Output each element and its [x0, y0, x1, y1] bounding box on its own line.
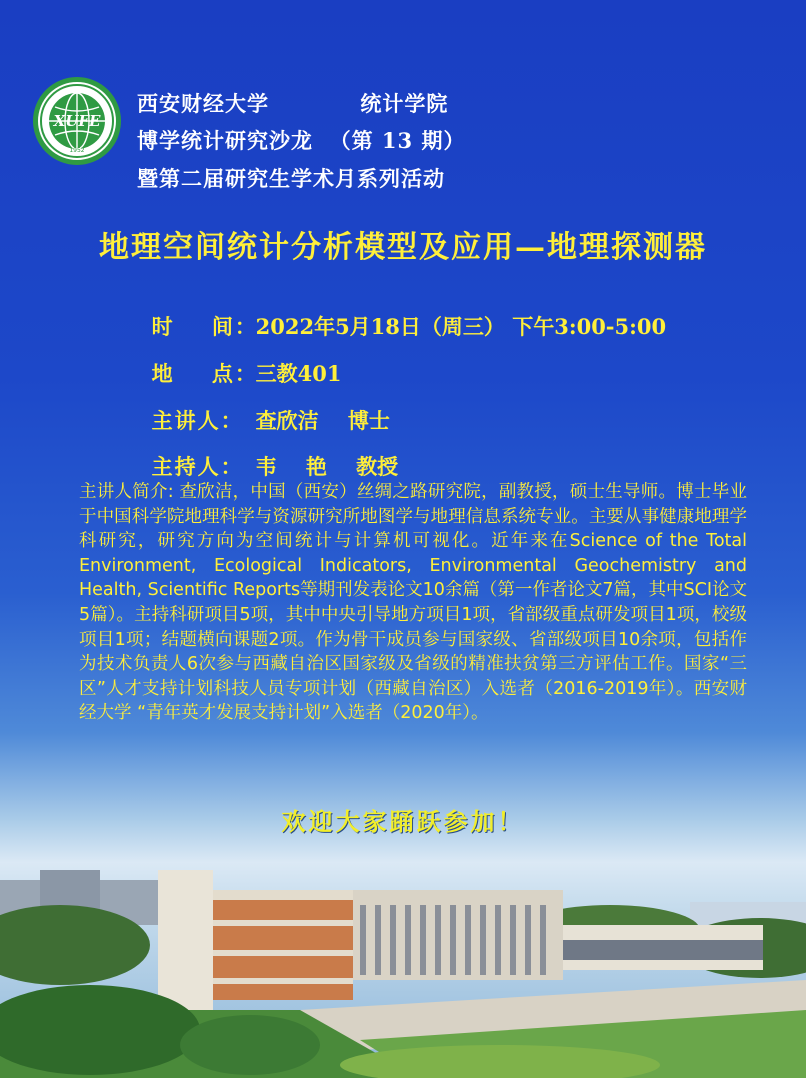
header-line-2: 博学统计研究沙龙 （第 13 期） [137, 128, 466, 153]
place-value: 三教401 [255, 361, 342, 386]
place-label: 地 点： [151, 361, 258, 386]
university-logo [33, 77, 121, 165]
host-label: 主持人： [151, 454, 244, 479]
time-label: 时 间： [151, 314, 258, 339]
speaker-value: 查欣洁 博士 [255, 408, 390, 433]
logo-year: 1952 [69, 147, 85, 154]
welcome-message: 欢迎大家踊跃参加！ [281, 807, 525, 836]
lecture-title: 地理空间统计分析模型及应用—地理探测器 [99, 230, 707, 265]
header-line-1: 西安财经大学 统计学院 [137, 91, 449, 116]
speaker-label: 主讲人： [151, 408, 244, 433]
host-value: 韦 艳 教授 [255, 454, 399, 479]
time-value: 2022年5月18日（周三） 下午3:00-5:00 [255, 314, 667, 339]
campus-photo [0, 860, 806, 1078]
header-line-3: 暨第二届研究生学术月系列活动 [137, 166, 445, 191]
info-host [137, 426, 398, 481]
logo-text: XUFE [53, 112, 101, 130]
speaker-bio: 主讲人简介: 查欣洁，中国（西安）丝绸之路研究院，副教授，硕士生导师。博士毕业于中国科学院地理科学与资源研究所地图学与地理信息系统专业。主要从事健康地理学科研究，研究方向为空间统计与计算机可视化。近年来在Science of the Total Environment, Ecological Indicators, Environmental Geochemistry and Health, Scientific Reports等期刊发表论文10余篇（第一作者论文7篇，其中SCI论文5篇）。主持科研项目5项，其中中央引导地方项目1项，省部级重点研发项目1项，校级项目1项；结题横向课题2项。作为骨干成员参与国家级、省部级项目10余项，包括作为技术负责人6次参与西藏自治区国家级及省级的精准扶贫第三方评估工作。国家“三区”人才支持计划科技人员专项计划（西藏自治区）入选者（2016-2019年）。西安财经大学 “青年英才发展支持计划”入选者（2020年）。 [79, 482, 747, 724]
